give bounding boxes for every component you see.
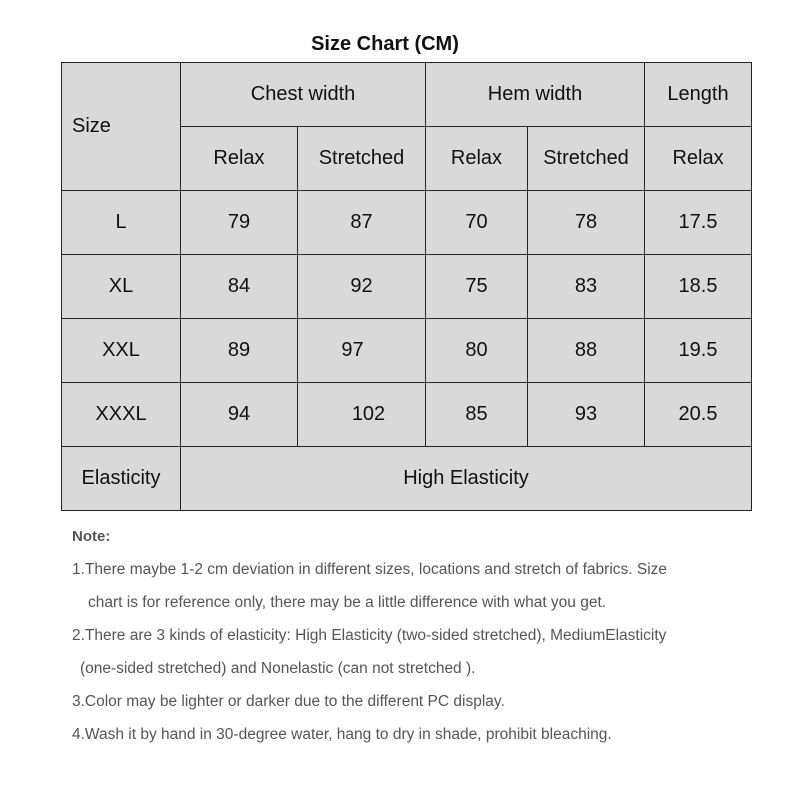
hem-relax-cell: 80 xyxy=(426,319,528,383)
note-2-line-2: (one-sided stretched) and Nonelastic (can not stretched ). xyxy=(80,660,476,677)
hem-relax-header: Relax xyxy=(426,127,528,191)
elasticity-label: Elasticity xyxy=(62,447,181,511)
hem-relax-cell: 70 xyxy=(426,191,528,255)
page-title: Size Chart (CM) xyxy=(311,33,459,55)
length-relax-cell: 17.5 xyxy=(645,191,752,255)
hem-stretched-cell: 83 xyxy=(528,255,645,319)
hem-stretched-cell: 78 xyxy=(528,191,645,255)
length-relax-cell: 18.5 xyxy=(645,255,752,319)
size-cell: XL xyxy=(62,255,181,319)
chest-stretched-cell: 97 xyxy=(298,319,426,383)
hem-relax-cell: 85 xyxy=(426,383,528,447)
chest-relax-cell: 79 xyxy=(181,191,298,255)
hem-stretched-header: Stretched xyxy=(528,127,645,191)
table-row xyxy=(62,191,752,255)
note-2-line-1: 2.There are 3 kinds of elasticity: High Elasticity (two-sided stretched), MediumElasticity xyxy=(72,627,667,644)
chest-stretched-cell: 102 xyxy=(298,383,426,447)
length-header: Length xyxy=(645,63,752,127)
table-row xyxy=(62,255,752,319)
size-chart-table xyxy=(61,62,752,511)
note-1-line-1: 1.There maybe 1-2 cm deviation in different sizes, locations and stretch of fabrics. Size xyxy=(72,561,668,578)
size-header: Size xyxy=(62,63,181,191)
hem-stretched-cell: 88 xyxy=(528,319,645,383)
size-cell: XXL xyxy=(62,319,181,383)
elasticity-value: High Elasticity xyxy=(181,447,752,511)
hem-width-header: Hem width xyxy=(426,63,645,127)
length-relax-cell: 20.5 xyxy=(645,383,752,447)
note-4: 4.Wash it by hand in 30-degree water, hang to dry in shade, prohibit bleaching. xyxy=(72,726,612,743)
note-title: Note: xyxy=(72,528,111,545)
size-cell: XXXL xyxy=(62,383,181,447)
chest-relax-cell: 84 xyxy=(181,255,298,319)
chest-stretched-cell: 87 xyxy=(298,191,426,255)
table-row xyxy=(62,383,752,447)
chest-stretched-header: Stretched xyxy=(298,127,426,191)
chest-relax-cell: 94 xyxy=(181,383,298,447)
chest-width-header: Chest width xyxy=(181,63,426,127)
chest-relax-header: Relax xyxy=(181,127,298,191)
table-row xyxy=(62,319,752,383)
note-1-line-2: chart is for reference only, there may be a little difference with what you get. xyxy=(88,594,607,611)
chest-relax-cell: 89 xyxy=(181,319,298,383)
length-relax-header: Relax xyxy=(645,127,752,191)
elasticity-row xyxy=(62,447,752,511)
size-cell: L xyxy=(62,191,181,255)
chest-stretched-cell: 92 xyxy=(298,255,426,319)
length-relax-cell: 19.5 xyxy=(645,319,752,383)
hem-stretched-cell: 93 xyxy=(528,383,645,447)
hem-relax-cell: 75 xyxy=(426,255,528,319)
notes-section xyxy=(72,520,772,751)
note-3: 3.Color may be lighter or darker due to the different PC display. xyxy=(72,693,505,710)
table-header-row xyxy=(62,63,752,127)
